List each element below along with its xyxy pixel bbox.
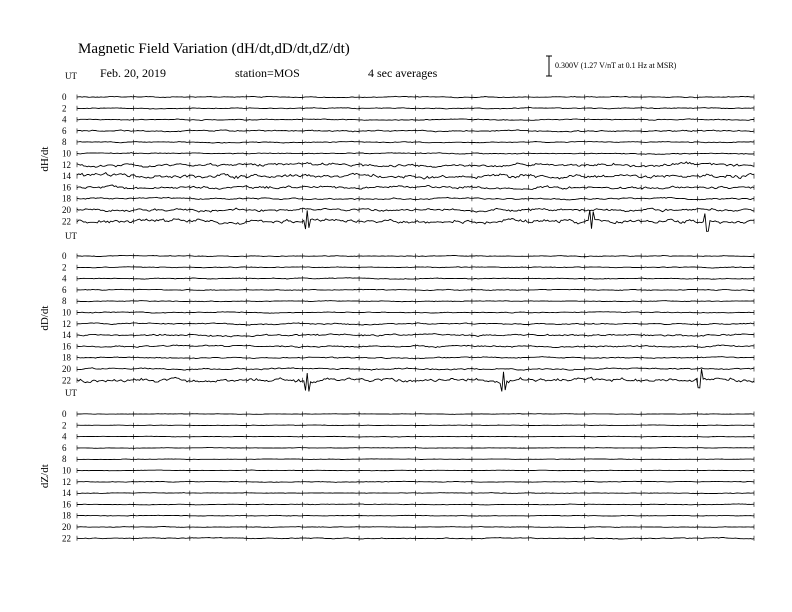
scale-bar xyxy=(546,56,677,76)
row-ticks xyxy=(77,333,754,338)
hour-label: 8 xyxy=(62,454,67,465)
hour-label: 10 xyxy=(62,307,71,318)
hour-label: 0 xyxy=(62,409,67,419)
hour-label: 4 xyxy=(62,273,67,284)
hour-label: 6 xyxy=(62,125,67,136)
date-label: Feb. 20, 2019 xyxy=(100,66,166,80)
row-ticks xyxy=(77,162,754,167)
series-trace xyxy=(77,515,754,516)
panels-group xyxy=(39,71,754,543)
panel-ylabel: dZ/dt xyxy=(39,464,51,489)
hour-label: 14 xyxy=(62,488,71,499)
hour-label: 12 xyxy=(62,159,71,170)
hour-label: 22 xyxy=(62,375,71,386)
row-ticks xyxy=(77,367,754,372)
hour-label: 8 xyxy=(62,296,67,307)
averaging-label: 4 sec averages xyxy=(368,66,438,80)
panel-dH-dt xyxy=(39,71,754,231)
hour-label: 8 xyxy=(62,137,67,148)
panel-ylabel: dH/dt xyxy=(39,146,51,172)
chart-title: Magnetic Field Variation (dH/dt,dD/dt,dZ/dt) xyxy=(78,41,350,57)
series-trace xyxy=(77,470,754,471)
hour-label: 18 xyxy=(62,510,71,521)
ut-axis-label: UT xyxy=(65,231,77,241)
hour-label: 4 xyxy=(62,114,67,125)
hour-label: 20 xyxy=(62,205,71,215)
panel-ylabel: dD/dt xyxy=(39,305,51,331)
hour-label: 16 xyxy=(62,499,71,510)
hour-label: 20 xyxy=(62,522,71,532)
hour-label: 10 xyxy=(62,465,71,476)
hour-label: 14 xyxy=(62,330,71,341)
hour-label: 14 xyxy=(62,171,71,182)
series-trace xyxy=(77,436,754,437)
ut-axis-label: UT xyxy=(65,71,77,81)
hour-label: 16 xyxy=(62,182,71,193)
hour-label: 12 xyxy=(62,476,71,487)
hour-label: 4 xyxy=(62,431,67,442)
hour-label: 0 xyxy=(62,92,67,102)
series-trace xyxy=(77,459,754,460)
hour-label: 22 xyxy=(62,533,71,544)
panel-dD-dt xyxy=(39,231,754,391)
hour-label: 18 xyxy=(62,352,71,363)
hour-label: 2 xyxy=(62,420,67,431)
hour-label: 18 xyxy=(62,193,71,204)
scale-bar-note: 0.300V (1.27 V/nT at 0.1 Hz at MSR) xyxy=(555,61,677,70)
hour-label: 6 xyxy=(62,284,67,295)
hour-label: 22 xyxy=(62,216,71,227)
hour-label: 10 xyxy=(62,148,71,159)
hour-label: 2 xyxy=(62,103,67,114)
row-ticks xyxy=(77,174,754,179)
hour-label: 16 xyxy=(62,341,71,352)
row-ticks xyxy=(77,355,754,360)
hour-label: 12 xyxy=(62,318,71,329)
hour-label: 0 xyxy=(62,251,67,261)
hour-label: 20 xyxy=(62,364,71,374)
station-label: station=MOS xyxy=(235,66,300,80)
ut-axis-label: UT xyxy=(65,388,77,398)
hour-label: 2 xyxy=(62,262,67,273)
hour-label: 6 xyxy=(62,442,67,453)
panel-dZ-dt xyxy=(39,388,754,543)
